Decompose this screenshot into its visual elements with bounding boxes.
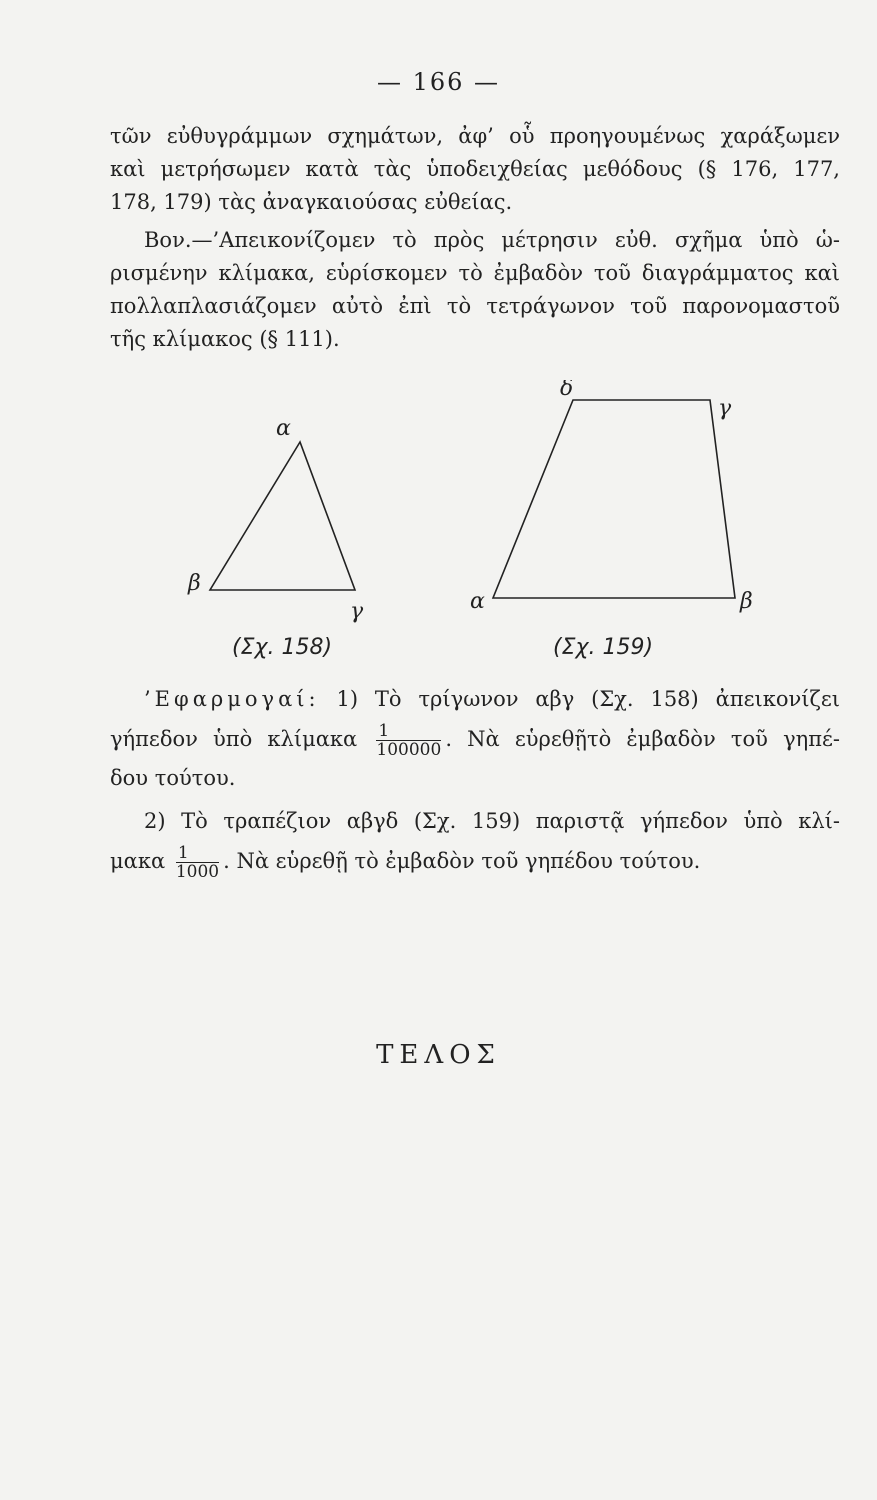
exercises <box>110 683 840 884</box>
text-line: τῆς κλίμακος (§ 111). <box>110 327 340 351</box>
exercise-2-text: μακα <box>110 849 166 873</box>
trapezoid-vertex-d: δ <box>560 380 574 401</box>
exercise-2-line-2 <box>110 838 840 884</box>
trapezoid-vertex-a: α <box>470 589 485 614</box>
triangle-vertex-c: γ <box>350 599 364 624</box>
exercises-heading: ’Εφαρμογαί: <box>144 687 320 711</box>
text-line: τῶν εὐθυγράμμων σχημάτων, ἀφ’ οὗ προηγουμένως χαράξωμεν <box>110 124 840 148</box>
text-line: πολλαπλασιάζομεν αὐτὸ ἐπὶ τὸ τετράγωνον τοῦ παρονομαστοῦ <box>110 294 840 318</box>
text-line: 178, 179) τὰς ἀναγκαιούσας εὐθείας. <box>110 190 513 214</box>
triangle-vertex-b: β <box>188 571 201 596</box>
exercise-1-line-2 <box>110 716 840 762</box>
figure-159-caption: (Σχ. 159) <box>553 635 654 660</box>
exercise-1-line-1 <box>110 683 840 716</box>
figure-158-caption: (Σχ. 158) <box>232 635 333 660</box>
triangle-vertex-a: α <box>276 416 291 441</box>
trapezoid-vertex-b: β <box>740 589 753 614</box>
text-line: καὶ μετρήσωμεν κατὰ τὰς ὑποδειχθείας μεθόδους (§ 176, 177, <box>110 157 840 181</box>
scale-fraction-1 <box>376 722 441 759</box>
paragraph-1 <box>110 120 840 219</box>
exercise-2-text: . Νὰ εὑρεθῇ τὸ ἐμβαδὸν τοῦ γηπέδου τούτου. <box>223 849 701 873</box>
end-word: ΤΕΛΟΣ <box>376 1040 501 1070</box>
exercise-2-line-1: 2) Τὸ τραπέζιον αβγδ (Σχ. 159) παριστᾷ γήπεδον ὑπὸ κλί- <box>144 809 840 833</box>
fraction-denominator: 100000 <box>376 740 442 760</box>
fraction-denominator: 1000 <box>175 862 220 882</box>
trapezoid-vertex-c: γ <box>718 396 732 421</box>
triangle-shape <box>210 442 355 590</box>
scale-fraction-2 <box>176 844 219 881</box>
fraction-numerator: 1 <box>376 722 441 741</box>
exercise-1-text: . Νὰ εὑρεθῇτὸ ἐμβαδὸν τοῦ γηπέ- <box>445 727 840 751</box>
text-line: ρισμένην κλίμακα, εὑρίσκομεν τὸ ἐμβαδὸν τοῦ διαγράμματος καὶ <box>110 261 840 285</box>
exercise-1-line-3: δου τούτου. <box>110 766 236 790</box>
exercise-1-text: γήπεδον ὑπὸ κλίμακα <box>110 727 358 751</box>
exercise-1-text: 1) Τὸ τρίγωνον αβγ (Σχ. 158) ἀπεικονίζει <box>336 687 840 711</box>
trapezoid-shape <box>493 400 735 598</box>
fraction-numerator: 1 <box>176 844 219 863</box>
paragraph-2 <box>110 224 840 356</box>
page-number: — 166 — <box>376 68 501 96</box>
geometric-figures <box>0 380 877 700</box>
text-line: Βον.—’Απεικονίζομεν τὸ πρὸς μέτρησιν εὐθ. σχῆμα ὑπὸ ὡ- <box>144 228 840 252</box>
figures-area <box>0 380 877 700</box>
